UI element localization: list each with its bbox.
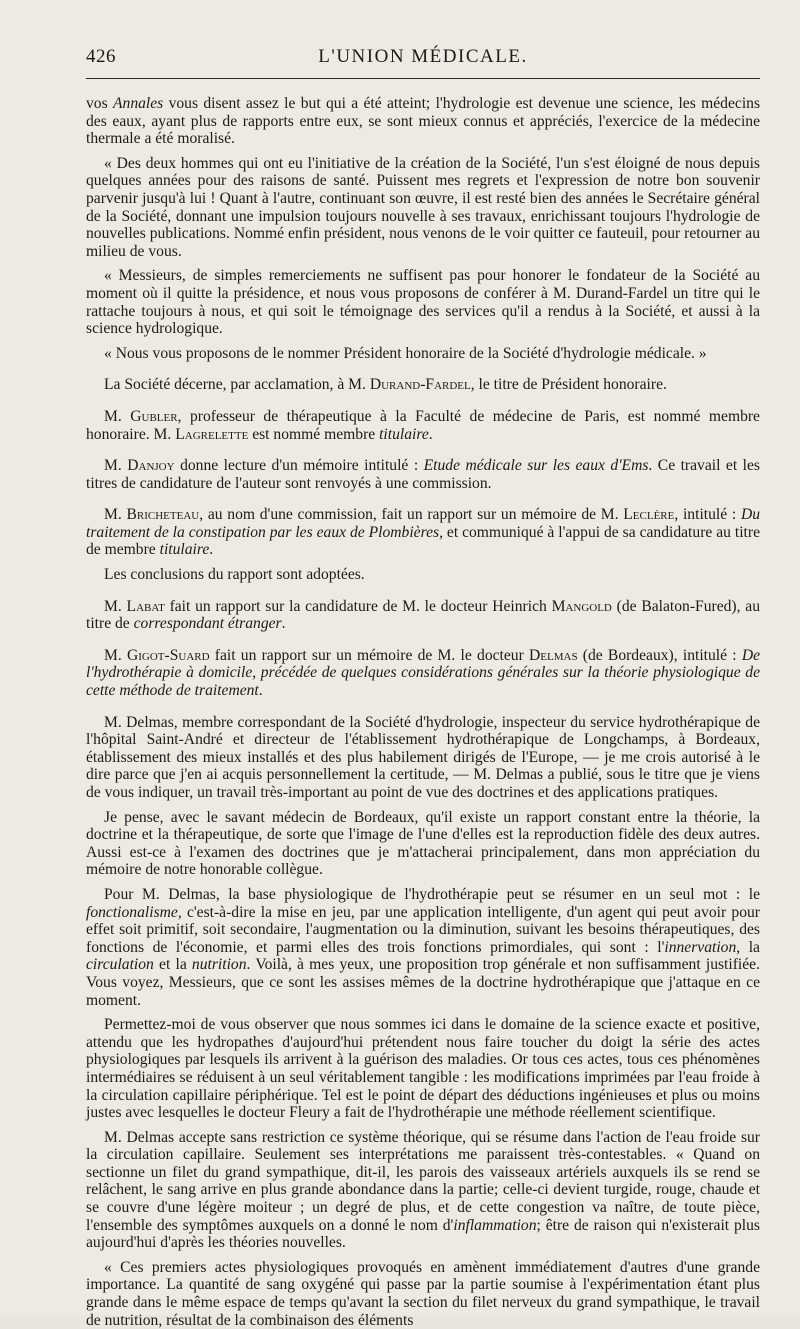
paragraph [86,155,760,261]
person-name: Delmas [529,646,578,664]
italic-text: innervation [664,938,737,956]
paragraph [86,714,760,802]
header-rule [86,78,760,79]
person-name: Lagrelette [175,425,249,443]
text-run: , intitulé : [674,506,741,524]
person-name: Mangold [551,597,612,615]
italic-text: Du traitement de la constipation par les eaux de Plombières [86,506,760,541]
text-run: fait un rapport sur un mémoire de M. le docteur [209,646,530,664]
italic-text: correspondant étranger [133,615,282,633]
person-name: Leclère [623,506,675,524]
paragraph [86,95,760,148]
text-run: Je pense, avec le savant médecin de Bordeaux, qu'il existe un rapport constant entre la théorie, la doctrine et la thérapeutique, de sorte que l'image de l'une d'elles est la reproduction fidèle des deux autres. Aussi est-ce à l'examen des doctrines que je m'attacherai principalement, dans mon appréciation du mémoire de notre honorable collègue. [86,808,760,879]
text-run: , au nom d'une commission, fait un rapport sur un mémoire de M. [199,506,624,524]
paragraph [86,1259,760,1329]
text-run: vos [86,95,113,112]
person-name: Labat [126,597,165,615]
text-run: « Ces premiers actes physiologiques provoqués en amènent immédiatement d'autres d'une grande importance. La quantité de sang oxygéné qui passe par la partie soumise à l'expérimentation étant plus grande dans le même espace de temps qu'avant la section du filet nerveux du grand sympathique, le travail de nutrition, résultat de la combinaison des éléments [86,1258,760,1329]
person-name: Bricheteau [126,506,200,524]
person-name: Gigot-Suard [127,646,210,664]
text-run: . Voilà, à mes yeux, une proposition trop générale et non suffisamment justifiée. Vous voyez, Messieurs, que ce sont les assises mêmes de la doctrine hydrothérapique que j'attaque en ce moment. [86,956,760,1009]
paragraph [86,809,760,879]
italic-text: fonctionalisme [86,903,178,921]
text-run: « Messieurs, de simples remerciements ne suffisent pas pour honorer le fondateur de la Société au moment où il quitte la présidence, et nous vous proposons de conférer à M. Durand-Fardel un titre qui le rattache toujours à nous, et qui soit le témoignage des services qu'il a rendus à la Société, et aussi à la science hydrologique. [86,267,760,338]
text-run: M. [104,457,128,475]
paragraph [86,886,760,1009]
paragraph [86,647,760,700]
page-header [86,44,760,78]
text-run: . [428,425,433,443]
running-title: L'UNION MÉDICALE. [318,46,528,67]
text-run: M. [104,646,127,664]
paragraph [86,1129,760,1252]
text-run: et la [153,956,192,974]
text-run: Les conclusions du rapport sont adoptées. [104,566,365,584]
text-run: La Société décerne, par acclamation, à M. [104,376,370,394]
italic-text: Annales [113,95,164,112]
italic-text: inflammation [453,1216,537,1234]
italic-text: titulaire [379,425,429,443]
text-run: M. Delmas accepte sans restriction ce système théorique, qui se résume dans l'action de l'eau froide sur la circulation capillaire. Seulement ses interprétations me paraissent très-contestables. « Quand on sectionne un filet du grand sympathique, dit-il, les parois des vaisseaux artériels auxquels ils se rend se relâchent, le sang arrive en plus grande abondance dans la partie; celle-ci devient turgide, rouge, chaude et se couvre d'une légère moiteur ; un degré de plus, et de cette congestion va naître, de toute pièce, l'ensemble des symptômes auxquels on a donné le nom d' [86,1128,760,1234]
text-run: M. Delmas, membre correspondant de la Société d'hydrologie, inspecteur du service hydrothérapique de l'hôpital Saint-André et directeur de l'établissement hydrothérapique de Longchamps, à Bordeaux, établissement des mieux installés et des plus habilement dirigés de l'Europe, — je me crois autorisé à le dire parce que j'en ai acquis personnellement la certitude, — M. Delmas a publié, sous le titre que je viens de vous indiquer, un travail très-important au point de vue des doctrines et des applications pratiques. [86,713,760,801]
italic-text: De l'hydrothérapie à domicile, précédée de quelques considérations générales sur la théorie physiologique de cette méthode de traitement [86,646,761,700]
paragraph [86,408,760,443]
text-run: donne lecture d'un mémoire intitulé : [174,457,424,475]
italic-text: Etude médicale sur les eaux d'Ems [423,457,649,475]
paragraph [86,457,760,492]
text-run: M. [104,597,127,615]
italic-text: circulation [86,956,154,974]
text-run: , professeur de thérapeutique à la Faculté de médecine de Paris, est nommé membre honoraire. M. [86,407,760,443]
text-run: . [281,615,286,633]
text-run: est nommé membre [248,425,380,443]
text-run: ; être de raison qui n'existerait plus aujourd'hui d'après les théories nouvelles. [86,1216,760,1252]
text-run: (de Bordeaux), intitulé : [577,646,742,664]
person-name: Danjoy [127,457,175,475]
paragraph [86,345,760,363]
paragraph [86,1016,760,1122]
paragraph [86,566,760,584]
text-run: . [209,541,214,559]
italic-text: nutrition [191,956,247,974]
text-run: « Des deux hommes qui ont eu l'initiative de la création de la Société, l'un s'est éloigné de nous depuis quelques années pour des raisons de santé. Puissent mes regrets et l'expression de notre bon souvenir parvenir jusqu'à lui ! Quant à l'autre, continuant son œuvre, il est resté bien des années le Secrétaire général de la Société, donnant une impulsion toujours nouvelle à ses travaux, enrichissant toujours l'hydrologie de nouvelles publications. Nommé enfin président, nous venons de le voir quitter ce fauteuil, pour retourner au milieu de vous. [86,154,760,260]
paragraph [86,267,760,337]
text-run: , c'est-à-dire la mise en jeu, par une application intelligente, d'un agent qui peut avoir pour effet soit primitif, soit secondaire, l'augmentation ou la diminution, suivant les besoins thérapeutiques, des fonctions de l'économie, et parmi elles des trois fonctions primordiales, qui sont : l' [86,903,760,956]
text-run: fait un rapport sur la candidature de M. le docteur Heinrich [164,597,552,615]
text-run: M. [104,407,131,425]
text-run: vous disent assez le but qui a été atteint; l'hydrologie est devenue une science, les médecins des eaux, ayant plus de rapports entre eux, se sont mieux connus et appréciés, l'exercice de la médecine thermale a été moralisé. [86,95,761,148]
body-text [86,95,760,1329]
paragraph [86,506,760,559]
person-name: Durand-Fardel [369,376,471,394]
text-run: , la [736,938,760,956]
text-run: Pour M. Delmas, la base physiologique de l'hydrothérapie peut se résumer en un seul mot : le [104,885,760,903]
paragraph [86,598,760,633]
paragraph [86,376,760,394]
text-run: M. [104,506,127,524]
text-run: , et communiqué à l'appui de sa candidature au titre de membre [86,523,760,559]
text-run: , le titre de Président honoraire. [470,376,667,394]
page-number: 426 [86,46,116,67]
italic-text: titulaire [159,541,210,559]
text-run: . [258,682,263,700]
text-run: « Nous vous proposons de le nommer Président honoraire de la Société d'hydrologie médicale. » [104,344,707,362]
text-run: Permettez-moi de vous observer que nous sommes ici dans le domaine de la science exacte et positive, attendu que les hydropathes d'aujourd'hui prétendent nous faire toucher du doigt la série des actes physiologiques par lesquels ils arrivent à la guérison des maladies. Or tous ces actes, tous ces phénomènes intermédiaires se réduisent à un seul véritablement tangible : les modifications imprimées par l'eau froide à la circulation capillaire périphérique. Tel est le point de départ des déductions ingénieuses et plus ou moins justes avec lesquelles le docteur Fleury a fait de l'hydrothérapie une méthode réellement scientifique. [86,1016,760,1122]
text-run: . Ce travail et les titres de candidature de l'auteur sont renvoyés à une commission. [86,457,760,492]
text-run: (de Balaton-Fured), au titre de [86,597,760,633]
person-name: Gubler [130,407,178,425]
